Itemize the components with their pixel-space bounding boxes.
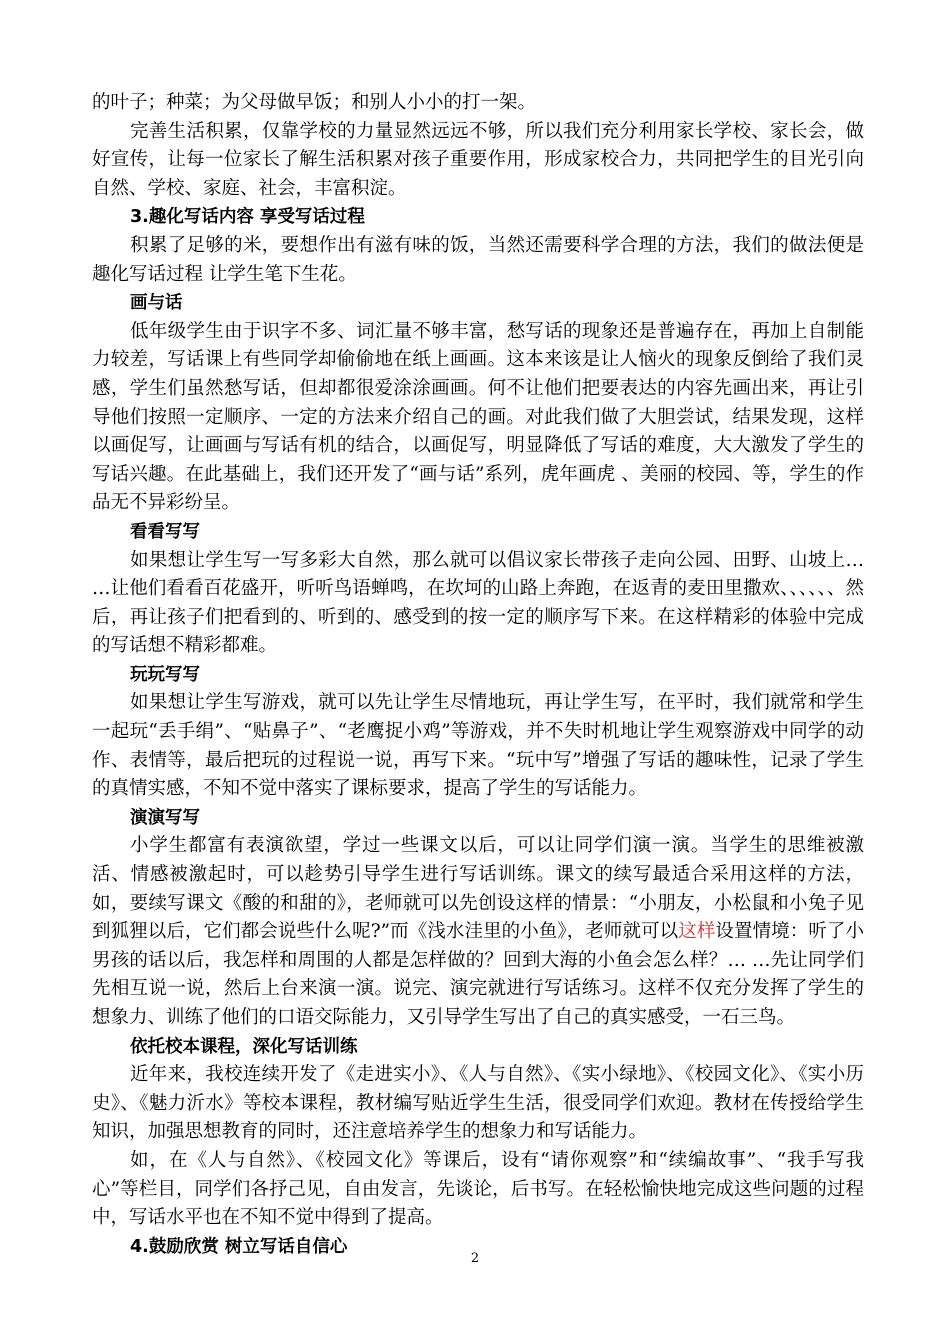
paragraph-play-and-write: 如果想让学生写游戏，就可以先让学生尽情地玩，再让学生写，在平时，我们就常和学生一起玩“丢手绢”、“贴鼻子”、“老鹰捉小鸡”等游戏，并不失时机地让学生观察游戏中同学的动作、表情等，最后把玩的过程说一说，再写下来。“玩中写”增强了写话的趣味性，记录了学生的真情实感，不知不觉中落实了课标要求，提高了学生的写话能力。	[92, 692, 864, 800]
paragraph-act-part-1: 小学生都富有表演欲望，学过一些课文以后，可以让同学们演一演。当学生的思维被激活、情感被激起时，可以趁势引导学生进行写话训练。课文的续写最适合采用这样的方法，如，要续写课文《酸的和甜的》，老师就可以先创设这样的情景：“小朋友，小松鼠和小兔子见到狐狸以后，它们都会说些什么呢?”而《浅水洼里的小鱼》，老师就可以	[92, 835, 864, 943]
section-heading-3: 3.趣化写话内容 享受写话过程	[130, 207, 365, 228]
paragraph-school-courses: 近年来，我校连续开发了《走进实小》、《人与自然》、《实小绿地》、《校园文化》、《实小历史》、《魅力沂水》等校本课程，教材编写贴近学生生活，很受同学们欢迎。教材在传授给学生知识，加强思想教育的同时，还注意培养学生的想象力和写话能力。	[92, 1064, 864, 1143]
subheading-draw-and-write: 画与话	[130, 293, 183, 314]
section-heading-4: 4.鼓励欣赏 树立写话自信心	[130, 1236, 348, 1257]
paragraph-continued: 的叶子；种菜；为父母做早饭；和别人小小的打一架。	[92, 92, 537, 113]
paragraph-act-part-2: 设置情境：听了小男孩的话以后，我怎样和周围的人都是怎样做的？回到大海的小鱼会怎么样？… …先让同学们先相互说一说，然后上台来演一演。说完、演完就进行写话练习。这样不仅充分发挥了学生的想象力、训练了他们的口语交际能力，又引导学生写出了自己的真实感受，一石三鸟。	[92, 921, 864, 1028]
subheading-play-and-write: 玩玩写写	[130, 664, 200, 685]
page-number: 2	[470, 1251, 480, 1266]
paragraph-act-and-write	[92, 832, 864, 1032]
paragraph-method-intro: 积累了足够的米，要想作出有滋有味的饭，当然还需要科学合理的方法，我们的做法便是趣化写话过程 让学生笔下生花。	[92, 234, 864, 285]
subheading-school-courses: 依托校本课程，深化写话训练	[130, 1036, 358, 1057]
highlighted-text: 这样	[678, 921, 716, 943]
paragraph-course-examples: 如，在《人与自然》、《校园文化》等课后，设有“请你观察”和“续编故事”、“我手写我心”等栏目，同学们各抒己见，自由发言，先谈论，后书写。在轻松愉快地完成这些问题的过程中，写话水平也在不知不觉中得到了提高。	[92, 1149, 864, 1229]
paragraph-look-and-write: 如果想让学生写一写多彩大自然，那么就可以倡议家长带孩子走向公园、田野、山坡上… …让他们看看百花盛开，听听鸟语蝉鸣，在坎坷的山路上奔跑，在返青的麦田里撒欢、、、、、、然后，再让孩子们把看到的、听到的、感受到的按一定的顺序写下来。在这样精彩的体验中完成的写话想不精彩都难。	[92, 549, 864, 657]
paragraph-family-cooperation: 完善生活积累，仅靠学校的力量显然远远不够，所以我们充分利用家长学校、家长会，做好宣传，让每一位家长了解生活积累对孩子重要作用，形成家校合力，共同把学生的目光引向自然、学校、家庭、社会，丰富积淀。	[92, 120, 864, 199]
subheading-act-and-write: 演演写写	[130, 807, 200, 828]
paragraph-draw-and-write: 低年级学生由于识字不多、词汇量不够丰富，愁写话的现象还是普遍存在，再加上自制能力较差，写话课上有些同学却偷偷地在纸上画画。这本来该是让人恼火的现象反倒给了我们灵感，学生们虽然愁写话，但却都很爱涂涂画画。何不让他们把要表达的内容先画出来，再让引导他们按照一定顺序、一定的方法来介绍自己的画。对此我们做了大胆尝试，结果发现，这样以画促写，让画画与写话有机的结合，以画促写，明显降低了写话的难度，大大激发了学生的写话兴趣。在此基础上，我们还开发了“画与话”系列，虎年画虎 、美丽的校园、等，学生的作品无不异彩纷呈。	[92, 320, 864, 514]
subheading-look-and-write: 看看写写	[130, 521, 200, 542]
